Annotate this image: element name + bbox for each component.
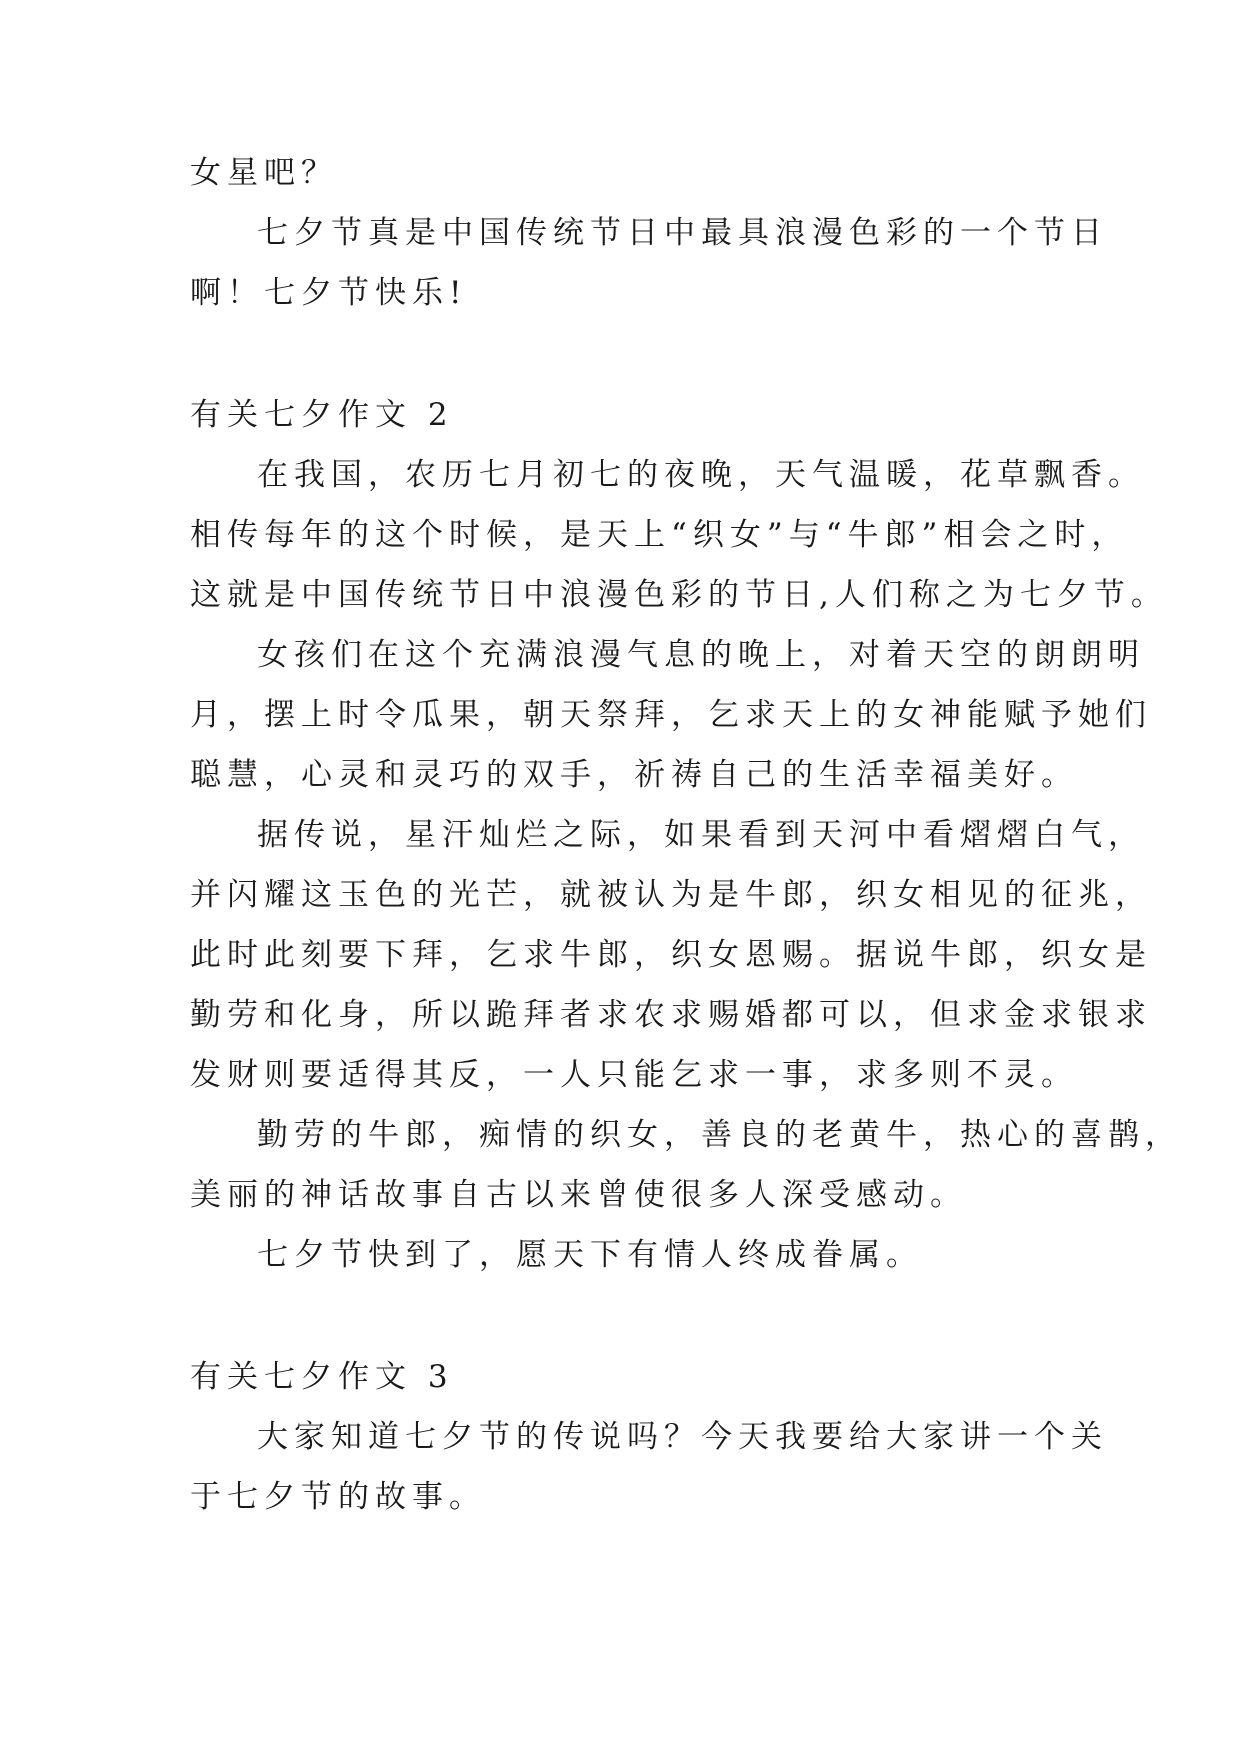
text-line: 啊！七夕节快乐!: [190, 275, 468, 311]
text-line: 聪慧，心灵和灵巧的双手，祈祷自己的生活幸福美好。: [190, 757, 1078, 793]
text-line: 勤劳和化身，所以跪拜者求农求赐婚都可以，但求金求银求: [190, 997, 1152, 1033]
text-line: 月，摆上时令瓜果，朝天祭拜，乞求天上的女神能赋予她们: [190, 697, 1152, 733]
text-line: 于七夕节的故事。: [190, 1479, 486, 1515]
text-line: 此时此刻要下拜，乞求牛郎，织女恩赐。据说牛郎，织女是: [190, 937, 1152, 973]
text-line: 女孩们在这个充满浪漫气息的晚上，对着天空的朗朗明: [257, 637, 1145, 673]
text-line: 勤劳的牛郎，痴情的织女，善良的老黄牛，热心的喜鹊，: [257, 1117, 1182, 1153]
text-line: 并闪耀这玉色的光芒，就被认为是牛郎，织女相见的征兆，: [190, 877, 1152, 913]
text-line: 发财则要适得其反，一人只能乞求一事，求多则不灵。: [190, 1057, 1078, 1093]
text-line: 大家知道七夕节的传说吗？今天我要给大家讲一个关: [257, 1419, 1108, 1455]
text-line: 相传每年的这个时候，是天上“织女”与“牛郎”相会之时，: [190, 517, 1129, 553]
text-line: 据传说，星汗灿烂之际，如果看到天河中看熠熠白气，: [257, 817, 1145, 853]
text-line: 美丽的神话故事自古以来曾使很多人深受感动。: [190, 1177, 967, 1213]
text-line: 在我国，农历七月初七的夜晚，天气温暖，花草飘香。: [257, 457, 1145, 493]
text-line: 七夕节真是中国传统节日中最具浪漫色彩的一个节日: [257, 215, 1108, 251]
text-line: 这就是中国传统节日中浪漫色彩的节日,人们称之为七夕节。: [190, 577, 1168, 613]
text-line: 七夕节快到了，愿天下有情人终成眷属。: [257, 1237, 923, 1273]
text-line: 女星吧？: [190, 155, 338, 191]
section-heading: 有关七夕作文 3: [190, 1359, 454, 1395]
section-heading: 有关七夕作文 2: [190, 397, 454, 433]
